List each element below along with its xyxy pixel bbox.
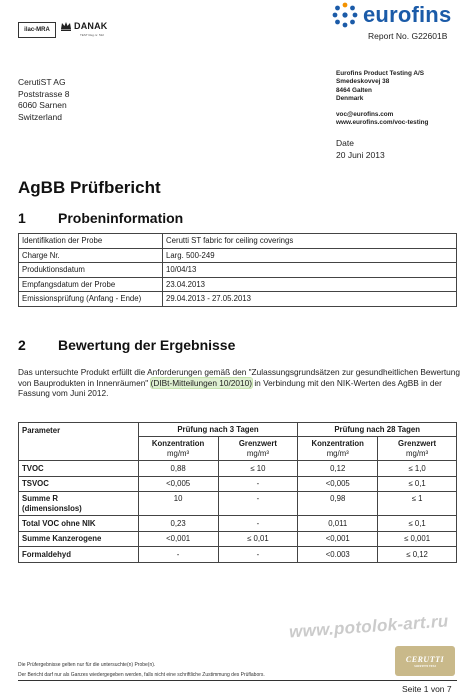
unit-label: mg/m³	[406, 448, 429, 458]
table-row	[19, 476, 457, 492]
param-name-line: (dimensionslos)	[22, 503, 82, 513]
cell-value: ≤ 0,1	[378, 476, 457, 492]
unit-label: mg/m³	[246, 448, 269, 458]
page-title: AgBB Prüfbericht	[18, 178, 161, 197]
cell-value: 0,23	[138, 516, 218, 532]
footer-note: Der Bericht darf nur als Ganzes wiedergegeben werden, falls nicht eine schriftliche Zustimmung des Prüflabors.	[18, 672, 265, 678]
info-value: 23.04.2013	[163, 277, 457, 292]
table-row	[19, 461, 457, 477]
param-name: Total VOC ohne NIK	[19, 516, 139, 532]
info-key: Empfangsdatum der Probe	[19, 277, 163, 292]
info-value: 29.04.2013 - 27.05.2013	[163, 292, 457, 307]
section-2-heading	[18, 337, 235, 353]
info-value: Larg. 500-249	[163, 248, 457, 263]
info-value: 10/04/13	[163, 263, 457, 278]
cell-value: <0.003	[298, 547, 378, 563]
table-row	[19, 516, 457, 532]
cell-value: -	[218, 492, 298, 516]
cell-value: <0,001	[138, 531, 218, 547]
client-address	[18, 77, 70, 123]
ilac-mra-logo: ilac-MRA	[18, 22, 56, 38]
cell-value: -	[218, 476, 298, 492]
table-row	[19, 531, 457, 547]
eurofins-wordmark: eurofins	[363, 2, 452, 27]
col-header-konzentration	[298, 437, 378, 461]
lab-address-line: Denmark	[336, 94, 364, 102]
cerutti-logo	[395, 646, 455, 676]
param-name: TVOC	[19, 461, 139, 477]
table-header-row	[19, 423, 457, 437]
date-label: Date	[336, 138, 354, 148]
cell-value: <0,005	[298, 476, 378, 492]
cell-value: ≤ 1	[378, 492, 457, 516]
cerutti-logo-text: CERUTTI	[405, 654, 445, 664]
col-header-konzentration	[138, 437, 218, 461]
param-name	[19, 492, 139, 516]
highlighted-reference: (DIBt-Mitteilungen 10/2010)	[150, 377, 253, 388]
param-header: Parameter	[19, 423, 139, 461]
cell-value: -	[218, 516, 298, 532]
results-table	[18, 422, 457, 563]
client-address-line: Poststrasse 8	[18, 88, 70, 99]
lab-email[interactable]: voc@eurofins.com	[336, 111, 394, 119]
cell-value: <0,001	[298, 531, 378, 547]
result-summary-paragraph	[18, 367, 463, 399]
eurofins-dots-icon	[332, 2, 358, 28]
param-name: TSVOC	[19, 476, 139, 492]
table-row	[19, 263, 457, 278]
eurofins-logo	[332, 2, 451, 28]
cell-value: ≤ 0,1	[378, 516, 457, 532]
danak-text: DANAK	[74, 21, 108, 31]
cell-value: 0,98	[298, 492, 378, 516]
cell-value: 0,88	[138, 461, 218, 477]
lab-address-line: Eurofins Product Testing A/S	[336, 70, 425, 77]
col-label: Konzentration	[151, 438, 205, 448]
paragraph-text: in Verbindung mit den NIK-Werten des AgBB in der Fassung vom Juni 2012.	[18, 377, 442, 399]
unit-label: mg/m³	[167, 448, 190, 458]
lab-address-line: 8464 Galten	[336, 86, 372, 94]
lab-address	[336, 70, 428, 128]
table-row	[19, 248, 457, 263]
footer-divider	[18, 680, 457, 681]
col-header-grenzwert	[218, 437, 298, 461]
watermark: www.potolok-art.ru	[288, 611, 450, 642]
info-key: Charge Nr.	[19, 248, 163, 263]
table-row	[19, 292, 457, 307]
lab-website[interactable]: www.eurofins.com/voc-testing	[336, 119, 429, 127]
param-name: Summe Kanzerogene	[19, 531, 139, 547]
info-key: Produktionsdatum	[19, 263, 163, 278]
unit-label: mg/m³	[326, 448, 349, 458]
cell-value: ≤ 0,001	[378, 531, 457, 547]
danak-logo	[60, 20, 108, 32]
cerutti-logo-sub: SOFFITTI TESI	[414, 663, 436, 668]
paragraph-text: Das untersuchte Produkt erfüllt die Anforderungen gemäß den "Zulassungsgrundsätzen zur gesundheitlichen Bewertung von Bauprodukten in Innenräumen"	[18, 367, 461, 388]
client-address-line: Switzerland	[18, 111, 62, 122]
cell-value: <0,005	[138, 476, 218, 492]
page-number: Seite 1 von 7	[402, 684, 452, 694]
section-title: Probeninformation	[58, 210, 184, 226]
section-number: 2	[18, 337, 26, 353]
crown-icon	[60, 20, 72, 32]
col-label: Grenzwert	[398, 438, 437, 448]
section-number: 1	[18, 210, 26, 226]
info-key: Identifikation der Probe	[19, 234, 163, 249]
cell-value: ≤ 0,01	[218, 531, 298, 547]
cell-value: ≤ 10	[218, 461, 298, 477]
section-title: Bewertung der Ergebnisse	[58, 337, 236, 353]
info-value: Cerutti ST fabric for ceiling coverings	[163, 234, 457, 249]
danak-registration: TEST Reg.nr. 522	[80, 33, 104, 37]
cell-value: ≤ 0,12	[378, 547, 457, 563]
group-header-3-days: Prüfung nach 3 Tagen	[138, 423, 298, 437]
col-label: Konzentration	[311, 438, 364, 448]
sample-info-table	[18, 233, 457, 307]
cell-value: -	[218, 547, 298, 563]
section-1-heading	[18, 210, 183, 226]
table-row	[19, 277, 457, 292]
info-key: Emissionsprüfung (Anfang - Ende)	[19, 292, 163, 307]
lab-address-line: Smedeskovvej 38	[336, 78, 390, 86]
col-label: Grenzwert	[238, 438, 277, 448]
cell-value: 10	[138, 492, 218, 516]
date-value: 20 Juni 2013	[336, 150, 385, 160]
client-address-line: 6060 Sarnen	[18, 100, 67, 110]
table-row	[19, 234, 457, 249]
table-row	[19, 547, 457, 563]
cell-value: 0,011	[298, 516, 378, 532]
table-row	[19, 492, 457, 516]
client-address-line: CerutiST AG	[18, 77, 66, 87]
report-number: Report No. G22601B	[368, 31, 448, 41]
param-name: Formaldehyd	[19, 547, 139, 563]
cell-value: ≤ 1,0	[378, 461, 457, 477]
footer-note: Die Prüfergebnisse gelten nur für die untersuchte(n) Probe(n).	[18, 662, 156, 668]
cell-value: -	[138, 547, 218, 563]
cell-value: 0,12	[298, 461, 378, 477]
col-header-grenzwert	[378, 437, 457, 461]
group-header-28-days: Prüfung nach 28 Tagen	[298, 423, 457, 437]
param-name-line: Summe R	[22, 493, 58, 503]
